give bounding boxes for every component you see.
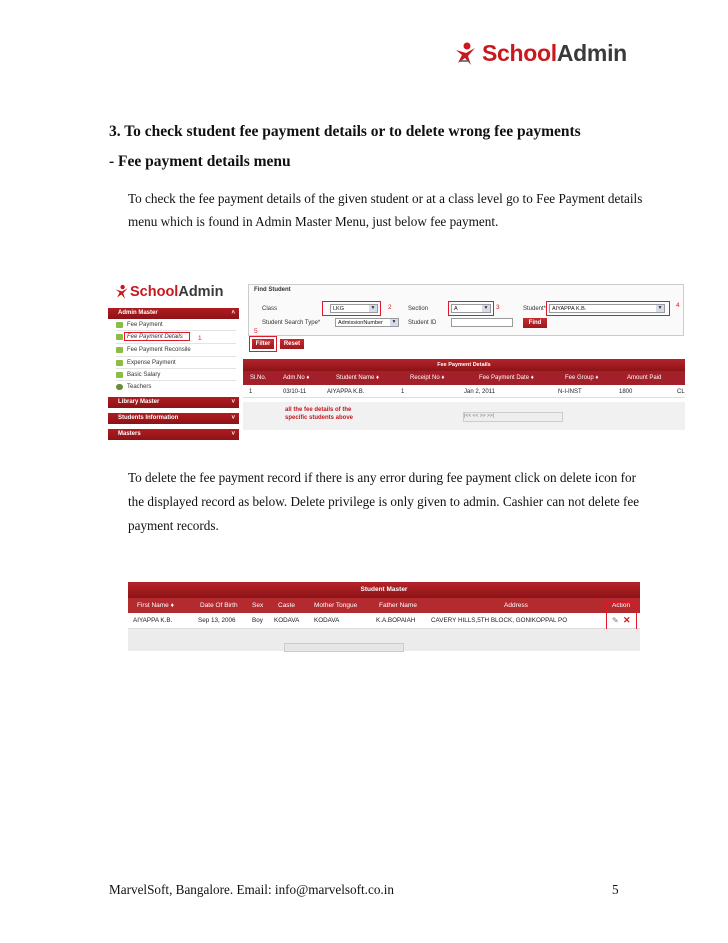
edit-icon[interactable]: ✎ — [612, 616, 619, 625]
find-student-title: Find Student — [254, 287, 291, 293]
cell: N-I-INST — [558, 389, 582, 395]
paragraph-delete: To delete the fee payment record if there is any error during fee payment click on delete icon for the displayed record as below. Delete privilege is only given to admin. Cashier can not delete fee payment records. — [128, 470, 640, 533]
col-address: Address — [504, 602, 528, 609]
col-sex: Sex — [252, 602, 264, 609]
schooladmin-logo — [453, 40, 627, 67]
fee-details-screenshot — [108, 272, 685, 444]
sidebar-item-label: Basic Salary — [127, 372, 161, 378]
search-type-label: Student Search Type* — [262, 320, 321, 326]
sidebar-library-master[interactable] — [108, 397, 239, 408]
chevron-down-icon: ˅ — [231, 431, 235, 437]
sidebar-logo-school: School — [130, 284, 179, 300]
student-master-header — [128, 598, 640, 613]
fee-details-main — [242, 272, 685, 444]
highlight-box — [249, 336, 277, 352]
marker-2: 2 — [388, 304, 392, 311]
highlight-box — [546, 301, 670, 316]
sidebar-head-label: Masters — [118, 431, 141, 437]
sidebar-head-label: Students Information — [118, 415, 179, 421]
cell: KODAVA — [314, 617, 340, 624]
highlight-box — [322, 301, 381, 316]
col-first-name[interactable]: First Name ♦ — [137, 602, 174, 609]
col-father-name: Father Name — [379, 602, 417, 609]
sidebar-item-label: Expense Payment — [127, 360, 176, 366]
chevron-down-icon: ˅ — [231, 399, 235, 405]
grid-title: Fee Payment Details — [243, 359, 685, 371]
leaf-icon — [116, 372, 123, 378]
student-id-input[interactable] — [451, 318, 513, 327]
cell: CAVERY HILLS,5TH BLOCK, GONIKOPPAL PO — [431, 617, 568, 624]
filter-button[interactable]: Filter — [252, 339, 274, 349]
table-row[interactable] — [128, 613, 640, 629]
col-mother-tongue: Mother Tongue — [314, 602, 358, 609]
reset-button[interactable]: Reset — [280, 339, 304, 349]
leaf-icon — [116, 334, 123, 340]
chevron-down-icon: ˅ — [231, 415, 235, 421]
student-id-label: Student ID — [408, 320, 437, 326]
class-label: Class — [262, 306, 278, 312]
cell: Jan 2, 2011 — [464, 389, 495, 395]
footer-text: MarvelSoft, Bangalore. Email: info@marvelsoft.co.in — [109, 882, 394, 897]
student-master-screenshot — [128, 571, 640, 651]
search-type-value: AdmissionNumber — [338, 320, 383, 326]
sidebar-item-label: Fee Payment Reconsile — [127, 347, 191, 353]
logo-figure-icon — [114, 284, 130, 300]
find-button[interactable]: Find — [523, 318, 547, 328]
sidebar-logo-admin: Admin — [178, 284, 224, 300]
person-icon — [116, 384, 123, 390]
sidebar-item-basic-salary[interactable] — [116, 372, 160, 378]
paragraph-fee-details: To check the fee payment details of the given student or at a class level go to Fee Payment details menu which is found in Admin Master Menu, just below fee payment. — [128, 191, 643, 229]
pager[interactable]: |<< << >> >>| — [463, 412, 563, 422]
col-amount-paid[interactable]: Amount Paid — [627, 375, 662, 381]
cell: AIYAPPA K.B. — [133, 617, 173, 624]
sidebar-logo — [114, 284, 223, 300]
cell: KODAVA — [274, 617, 300, 624]
sidebar-masters[interactable] — [108, 429, 239, 440]
grid-header — [243, 371, 685, 385]
subsection-heading: - Fee payment details menu — [109, 153, 291, 170]
highlight-box — [448, 301, 494, 316]
section-value: A — [454, 306, 458, 312]
logo-admin-text: Admin — [556, 40, 627, 66]
student-master-title: Student Master — [128, 582, 640, 598]
col-dob: Date Of Birth — [200, 602, 238, 609]
sidebar-item-fee-payment-reconsile[interactable] — [116, 347, 191, 353]
class-value: LKG — [333, 306, 345, 312]
marker-1: 1 — [198, 335, 202, 342]
cell: Sep 13, 2006 — [198, 617, 236, 624]
cell: AIYAPPA K.B. — [327, 389, 365, 395]
logo-figure-icon — [453, 41, 479, 67]
sidebar-item-teachers[interactable] — [116, 384, 151, 390]
cell: CL — [677, 389, 685, 395]
student-label: Student* — [523, 306, 547, 312]
col-student-name[interactable]: Student Name ♦ — [336, 375, 380, 381]
cell: Boy — [252, 617, 263, 624]
table-row[interactable] — [243, 385, 685, 398]
chevron-down-icon: ▼ — [657, 305, 663, 311]
student-value: AIYAPPA K.B. — [552, 306, 587, 312]
search-type-select[interactable] — [335, 318, 399, 327]
leaf-icon — [116, 322, 123, 328]
sidebar-item-label: Fee Payment Details — [127, 334, 183, 340]
sidebar-head-label: Library Master — [118, 399, 160, 405]
cell: 1800 — [619, 389, 633, 395]
section-heading: 3. To check student fee payment details or to delete wrong fee payments — [109, 123, 581, 140]
sidebar-students-information[interactable] — [108, 413, 239, 424]
cell: 1 — [249, 389, 253, 395]
col-fee-group[interactable]: Fee Group ♦ — [565, 375, 599, 381]
col-payment-date[interactable]: Fee Payment Date ♦ — [479, 375, 534, 381]
pager[interactable] — [284, 643, 404, 652]
chevron-down-icon: ▼ — [370, 305, 376, 311]
marker-3: 3 — [496, 304, 500, 311]
cell: 1 — [401, 389, 405, 395]
col-admno[interactable]: Adm.No ♦ — [283, 375, 310, 381]
highlight-box — [124, 332, 190, 341]
section-label: Section — [408, 306, 429, 312]
chevron-down-icon: ▼ — [391, 319, 397, 325]
sidebar-item-fee-payment[interactable] — [116, 322, 163, 328]
sidebar-item-expense-payment[interactable] — [116, 360, 176, 366]
annotation-note: all the fee details of the specific students above — [285, 407, 354, 421]
sidebar-head-label: Admin Master — [118, 310, 158, 316]
leaf-icon — [116, 347, 123, 353]
page-number: 5 — [612, 882, 619, 897]
sidebar-item-label: Fee Payment — [127, 322, 163, 328]
col-slno[interactable]: Sl.No. — [250, 375, 267, 381]
cell: K.A.BOPAIAH — [376, 617, 416, 624]
leaf-icon — [116, 360, 123, 366]
logo-school-text: School — [482, 40, 557, 66]
chevron-up-icon: ˄ — [231, 310, 235, 316]
cell: 03/10-11 — [283, 389, 307, 395]
marker-4: 4 — [676, 302, 680, 309]
sidebar — [108, 272, 239, 444]
sidebar-item-label: Teachers — [127, 384, 152, 390]
col-caste: Caste — [278, 602, 295, 609]
chevron-down-icon: ▼ — [483, 305, 489, 311]
delete-icon[interactable]: ✕ — [623, 615, 631, 625]
marker-5: 5 — [254, 328, 258, 335]
col-action: Action — [612, 602, 631, 609]
col-receipt-no[interactable]: Receipt No ♦ — [410, 375, 445, 381]
sidebar-admin-master[interactable] — [108, 308, 239, 319]
